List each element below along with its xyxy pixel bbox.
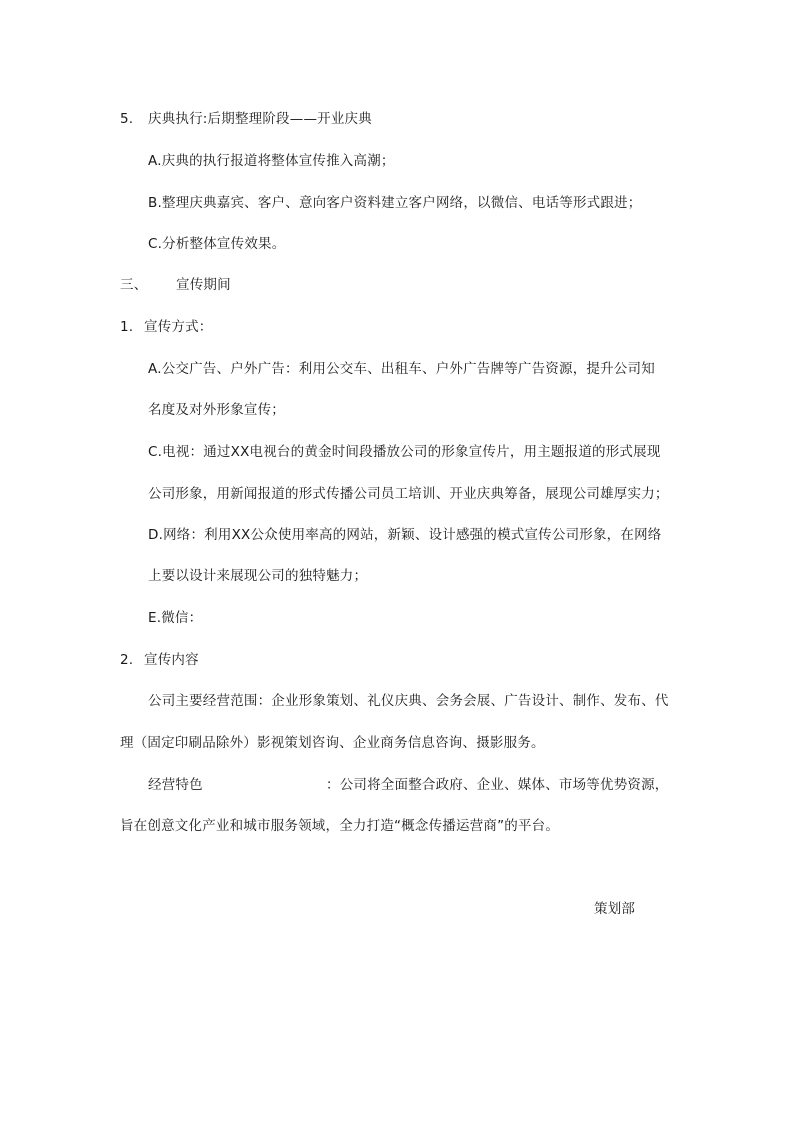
method-a-line-1: A.公交广告、户外广告：利用公交车、出租车、户外广告牌等广告资源，提升公司知 [148, 361, 655, 377]
content-number: 2. [120, 652, 134, 668]
method-e-line-1: E.微信： [148, 610, 203, 626]
section-5-item-b: B.整理庆典嘉宾、客户、意向客户资料建立客户网络，以微信、电话等形式跟进； [148, 195, 642, 211]
methods-heading [120, 318, 213, 336]
content-title: 宣传内容 [144, 652, 199, 668]
signature-department: 策划部 [594, 901, 636, 917]
method-a-line-2: 名度及对外形象宣传； [148, 402, 285, 418]
business-feature-line-2: 旨在创意文化产业和城市服务领域，全力打造“概念传播运营商”的平台。 [120, 818, 560, 834]
methods-number: 1. [120, 319, 134, 335]
method-c-line-1: C.电视：通过XX电视台的黄金时间段播放公司的形象宣传片，用主题报道的形式展现 [148, 444, 661, 460]
business-feature-label: 经营特色 [148, 777, 203, 793]
business-scope-line-2: 理（固定印刷品除外）影视策划咨询、企业商务信息咨询、摄影服务。 [120, 735, 545, 751]
section-3-heading [120, 276, 231, 294]
method-d-line-1: D.网络：利用XX公众使用率高的网站，新颖、设计感强的模式宣传公司形象，在网络 [148, 527, 662, 543]
section-5-heading [120, 110, 372, 128]
content-heading [120, 651, 199, 669]
method-c-line-2: 公司形象，用新闻报道的形式传播公司员工培训、开业庆典筹备，展现公司雄厚实力； [148, 486, 669, 502]
method-d-line-2: 上要以设计来展现公司的独特魅力； [148, 568, 368, 584]
business-scope-line-1: 公司主要经营范围：企业形象策划、礼仪庆典、会务会展、广告设计、制作、发布、代 [148, 693, 669, 709]
section-3-title: 宣传期间 [176, 277, 231, 293]
section-3-marker: 三、 [120, 277, 148, 293]
section-5-item-c: C.分析整体宣传效果。 [148, 236, 286, 252]
methods-title: 宣传方式： [144, 319, 213, 335]
business-feature-line-1: ：公司将全面整合政府、企业、媒体、市场等优势资源， [326, 777, 669, 793]
section-5-item-a: A.庆典的执行报道将整体宣传推入高潮； [148, 153, 395, 169]
section-5-number: 5. [120, 111, 134, 127]
section-5-title: 庆典执行:后期整理阶段——开业庆典 [148, 111, 372, 127]
